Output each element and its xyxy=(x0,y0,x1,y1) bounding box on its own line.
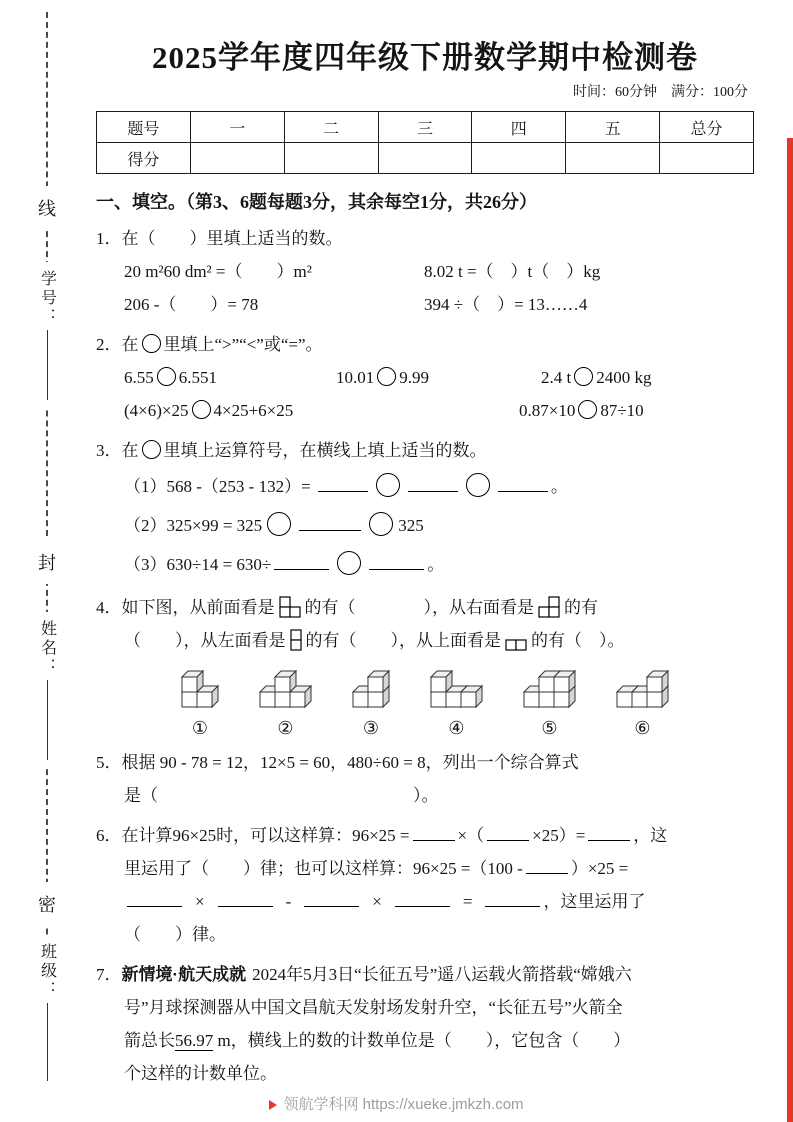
compare-right: 4×25+6×25 xyxy=(213,401,294,420)
q3-stem-prefix: 3．在 xyxy=(96,441,139,460)
compare-right: 87÷10 xyxy=(600,401,644,420)
circle-blank-icon xyxy=(157,367,176,386)
q1-stem: 1．在（ ）里填上适当的数。 xyxy=(96,229,343,248)
watermark-text: 领航学科网 https://xueke.jmkzh.com xyxy=(283,1096,524,1113)
q7-text: ，横线上的数的计数单位是（ ），它包含（ ） xyxy=(230,1031,631,1050)
score-table-header-cell: 四 xyxy=(472,112,566,143)
answer-blank xyxy=(487,825,529,841)
q1-row1 xyxy=(124,256,754,287)
score-row-label-cell: 得分 xyxy=(97,143,191,174)
score-table-header-cell: 二 xyxy=(284,112,378,143)
cube-figure xyxy=(257,668,314,738)
operator-circle-icon xyxy=(369,512,393,536)
score-table-header-cell: 总分 xyxy=(660,112,754,143)
underlined-number: 56.97 xyxy=(175,1031,214,1050)
compare-right: 9.99 xyxy=(399,368,429,387)
seal-label-line xyxy=(29,186,65,230)
q2-row1 xyxy=(124,362,754,393)
score-table-header-cell: 题号 xyxy=(97,112,191,143)
q6-text: 里运用了（ ）律；也可以这样算：96×25 =（100 - xyxy=(124,859,523,878)
cube-figures-row xyxy=(96,668,754,738)
operator-circle-icon xyxy=(267,512,291,536)
cube-figure-drawing xyxy=(614,668,671,715)
q6-operator: = xyxy=(462,892,473,911)
q7-line3 xyxy=(124,1025,754,1056)
cube-figure-drawing xyxy=(521,668,578,715)
q7-context-tag: 新情境·航天成就 xyxy=(121,965,247,984)
q4-text: 的有（ ），从右面看是 xyxy=(304,598,534,617)
score-empty-cell xyxy=(190,143,284,174)
red-edge-strip xyxy=(787,138,793,1122)
score-table xyxy=(96,111,754,174)
q7-text: 箭总长 xyxy=(124,1031,175,1050)
answer-blank xyxy=(369,554,424,570)
answer-blank xyxy=(408,476,458,492)
q7-number: 7． xyxy=(96,965,122,984)
q4-text: 4．如下图，从前面看是 xyxy=(96,598,275,617)
q4-text: （ ），从左面看是 xyxy=(124,631,286,650)
score-empty-cell xyxy=(378,143,472,174)
cube-figure xyxy=(614,668,671,738)
circle-blank-icon xyxy=(192,400,211,419)
compare-left: 6.55 xyxy=(124,368,154,387)
q6-operator: × xyxy=(195,892,205,911)
q6-text: ）×25 = xyxy=(570,859,629,878)
figure-label: ③ xyxy=(362,718,380,738)
q3-sub2-end: 325 xyxy=(398,516,424,535)
q2-stem-prefix: 2．在 xyxy=(96,335,139,354)
q3-sub1-end: 。 xyxy=(550,477,568,496)
site-logo-icon xyxy=(269,1100,277,1110)
q3-sub3-end: 。 xyxy=(427,555,445,574)
cube-figure-drawing xyxy=(350,668,392,715)
answer-blank xyxy=(588,825,630,841)
watermark-footer xyxy=(0,1093,793,1114)
q2-row2 xyxy=(124,395,754,426)
q4-text: 的有 xyxy=(564,598,598,617)
q6-text: ×（ xyxy=(457,826,485,845)
q3-sub1 xyxy=(124,468,754,505)
operator-circle-icon xyxy=(466,473,490,497)
class-blank-line xyxy=(47,1003,48,1081)
answer-blank xyxy=(413,825,455,841)
q2-stem-suffix: 里填上“>”“<”或“=”。 xyxy=(163,335,323,354)
q6-text: ×25）= xyxy=(532,826,586,845)
compare-left: 0.87×10 xyxy=(519,401,576,420)
answer-blank xyxy=(304,891,359,907)
q6-operator: × xyxy=(372,892,382,911)
seal-label-mi xyxy=(29,882,65,926)
q6-operator: - xyxy=(285,892,292,911)
seal-mi-char: 密 xyxy=(38,895,56,915)
figure-label: ⑥ xyxy=(634,718,651,738)
operator-circle-icon xyxy=(376,473,400,497)
cube-figure-drawing xyxy=(257,668,314,715)
q6-text: 6．在计算96×25时，可以这样算：96×25 = xyxy=(96,826,410,845)
figure-label: ② xyxy=(277,718,294,738)
top-view-shape-icon xyxy=(505,639,527,651)
figure-label: ⑤ xyxy=(541,718,558,738)
q3-stem xyxy=(96,435,754,466)
q4-line2 xyxy=(124,625,754,656)
q7-text: 2024年5月3日“长征五号”遥八运载火箭搭载“嫦娥六 xyxy=(252,965,632,984)
score-table-header-cell: 五 xyxy=(566,112,660,143)
q7-unit: m xyxy=(213,1031,231,1050)
q6-line1 xyxy=(96,820,754,851)
q7-line2: 号”月球探测器从中国文昌航天发射场发射升空，“长征五号”火箭全 xyxy=(124,998,623,1017)
student-id-field xyxy=(29,262,65,408)
score-empty-cell xyxy=(566,143,660,174)
class-label: 班级： xyxy=(38,943,56,1000)
score-table-header-row xyxy=(97,112,754,143)
q7-line4: 个这样的计数单位。 xyxy=(124,1064,277,1083)
circle-blank-icon xyxy=(578,400,597,419)
front-view-shape-icon xyxy=(279,596,301,618)
section-one-heading: 一、填空。（第3、6题每题3分，其余每空1分，共26分） xyxy=(96,192,537,212)
compare-left: (4×6)×25 xyxy=(124,401,189,420)
answer-blank xyxy=(274,554,329,570)
circle-blank-icon xyxy=(142,440,161,459)
student-id-label: 学号： xyxy=(38,270,56,327)
seal-line-char: 线 xyxy=(38,199,56,219)
answer-blank xyxy=(299,515,361,531)
q5-line2: 是（ ）。 xyxy=(124,786,439,805)
q4-text: 的有（ ）。 xyxy=(531,631,625,650)
q7-line1 xyxy=(96,959,754,990)
q3-sub3-expression: （3）630÷14 = 630÷ xyxy=(124,555,272,574)
page-title: 2025学年度四年级下册数学期中检测卷 xyxy=(152,40,698,75)
q6-text: ，这里运用了 xyxy=(543,892,646,911)
figure-label: ④ xyxy=(448,718,465,738)
comparison-item xyxy=(519,395,754,426)
q4-line1 xyxy=(96,592,754,623)
exam-time-score-meta: 时间：60分钟 满分：100分 xyxy=(573,85,748,100)
q1-item: 8.02 t =（ ）t（ ）kg xyxy=(424,262,601,281)
compare-left: 2.4 t xyxy=(541,368,572,387)
cube-figure-drawing xyxy=(179,668,221,715)
compare-right: 2400 kg xyxy=(596,368,652,387)
circle-blank-icon xyxy=(377,367,396,386)
q5-line1: 5．根据 90 - 78 = 12，12×5 = 60，480÷60 = 8，列出一个综合算式 xyxy=(96,753,579,772)
right-view-shape-icon xyxy=(538,596,560,618)
score-table-header-cell: 一 xyxy=(190,112,284,143)
exam-content xyxy=(96,26,754,1091)
q6-line4: （ ）律。 xyxy=(124,925,226,944)
answer-blank xyxy=(526,858,568,874)
figure-label: ① xyxy=(191,718,209,738)
compare-left: 10.01 xyxy=(336,368,375,387)
q6-line2 xyxy=(124,853,754,884)
name-field xyxy=(29,612,65,768)
q3-sub2-expression: （2）325×99 = 325 xyxy=(124,516,263,535)
cube-figure xyxy=(521,668,578,738)
comparison-item xyxy=(124,395,519,426)
q1-item: 394 ÷（ ）= 13……4 xyxy=(424,295,588,314)
answer-blank xyxy=(498,476,548,492)
comparison-item xyxy=(541,362,754,393)
q6-text: ，这 xyxy=(633,826,668,845)
answer-blank xyxy=(485,891,540,907)
q1-row2 xyxy=(124,289,754,320)
student-id-blank-line xyxy=(47,330,48,400)
q1-item: 206 -（ ）= 78 xyxy=(124,295,259,314)
cube-figure xyxy=(428,668,485,738)
seal-label-feng xyxy=(29,540,65,584)
name-blank-line xyxy=(47,680,48,760)
circle-blank-icon xyxy=(574,367,593,386)
comparison-item xyxy=(336,362,541,393)
answer-blank xyxy=(395,891,450,907)
q3-sub2 xyxy=(124,507,754,544)
comparison-item xyxy=(124,362,336,393)
cube-figure xyxy=(179,668,221,738)
name-label: 姓名： xyxy=(38,620,56,677)
q3-sub1-expression: （1）568 -（253 - 132）= xyxy=(124,477,315,496)
score-empty-cell xyxy=(472,143,566,174)
answer-blank xyxy=(218,891,273,907)
score-table-header-cell: 三 xyxy=(378,112,472,143)
score-empty-cell xyxy=(660,143,754,174)
answer-blank xyxy=(127,891,182,907)
cube-figure xyxy=(350,668,392,738)
q1-item: 20 m²60 dm² =（ ）m² xyxy=(124,262,312,281)
q4-text: 的有（ ），从上面看是 xyxy=(305,631,501,650)
cube-figure-drawing xyxy=(428,668,485,715)
answer-blank xyxy=(318,476,368,492)
q3-stem-suffix: 里填上运算符号，在横线上填上适当的数。 xyxy=(163,441,487,460)
circle-blank-icon xyxy=(142,334,161,353)
score-empty-cell xyxy=(284,143,378,174)
left-view-shape-icon xyxy=(290,629,302,651)
class-field xyxy=(29,935,65,1089)
q3-sub3 xyxy=(124,546,754,583)
q2-stem xyxy=(96,329,754,360)
q6-line3 xyxy=(124,886,754,917)
compare-right: 6.551 xyxy=(178,368,217,387)
seal-feng-char: 封 xyxy=(38,553,56,573)
operator-circle-icon xyxy=(337,551,361,575)
score-table-score-row xyxy=(97,143,754,174)
